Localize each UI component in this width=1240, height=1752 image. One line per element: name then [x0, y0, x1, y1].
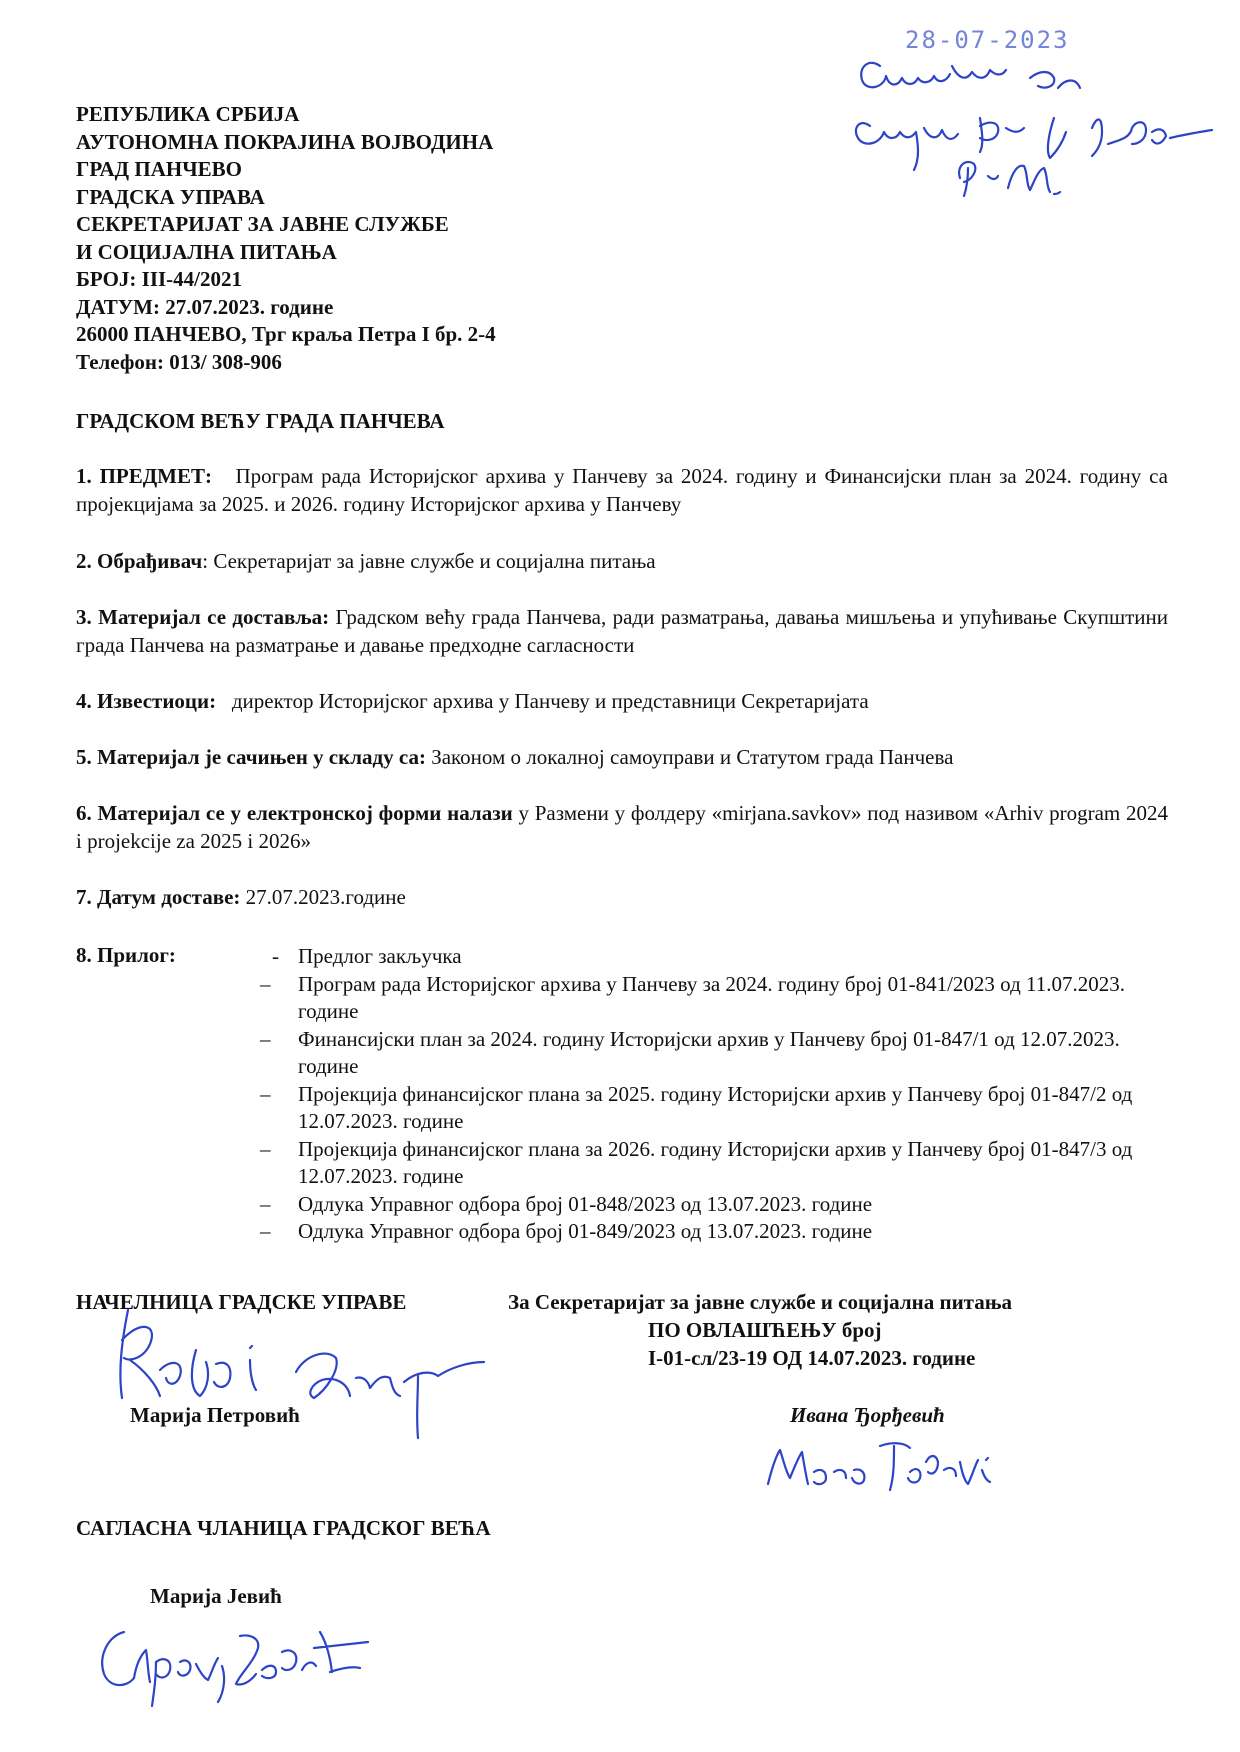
item-electronic [76, 800, 1168, 855]
header-line: ГРАДСКА УПРАВА [76, 184, 265, 209]
addressee: ГРАДСКОМ ВЕЋУ ГРАДА ПАНЧЕВА [76, 409, 445, 433]
header-line: АУТОНОМНА ПОКРАЈИНА ВОЈВОДИНА [76, 129, 494, 154]
council-signature [90, 1612, 380, 1712]
header-line: СЕКРЕТАРИЈАТ ЗА ЈАВНЕ СЛУЖБЕ [76, 212, 449, 236]
item-processor [76, 548, 1168, 576]
head-title: НАЧЕЛНИЦА ГРАДСКЕ УПРАВЕ [76, 1290, 407, 1314]
header-line: И СОЦИЈАЛНА ПИТАЊА [76, 239, 337, 264]
header-line: Телефон: 013/ 308-906 [76, 349, 282, 374]
receipt-date-stamp: 28-07-2023 [905, 26, 1070, 54]
item-text: Програм рада Историјског архива у Панчеву за 2024. годину и Финансијски план за 2024. годину са пројекцијама за 2025. и 2026. годину Историјског архива у Панчеву [76, 464, 1168, 516]
item-text: 27.07.2023.године [245, 885, 406, 909]
item-label: 6. Материјал се у електронској форми налази [76, 801, 513, 825]
header-line: БРОЈ: III-44/2021 [76, 267, 243, 291]
list-item: – Одлука Управног одбора број 01-849/2023 од 13.07.2023. године [258, 1218, 1138, 1246]
list-item: – Пројекција финансијског плана за 2026. годину Историјски архив у Панчеву број 01-847/3 од 12.07.2023. године [258, 1136, 1138, 1191]
item-delivery-date [76, 884, 1168, 912]
attachments-label: 8. Прилог: [76, 943, 176, 967]
item-subject [76, 463, 1168, 518]
secretariat-title: За Секретаријат за јавне службе и социјална питања [508, 1290, 1012, 1314]
item-compliance [76, 744, 1168, 772]
attachments-list [258, 943, 1138, 1246]
institution-header [76, 101, 496, 376]
item-label: 5. Материјал је сачињен у складу са: [76, 745, 426, 769]
header-line: ДАТУМ: 27.07.2023. године [76, 294, 334, 319]
authorization-title: ПО ОВЛАШЋЕЊУ број [648, 1318, 882, 1342]
council-name: Марија Јевић [150, 1584, 282, 1608]
item-text: : Секретаријат за јавне службе и социјална питања [202, 549, 656, 573]
item-label: 2. Обрађивач [76, 549, 203, 573]
item-text: директор Историјског архива у Панчеву и представници Секретаријата [231, 689, 869, 713]
header-line: 26000 ПАНЧЕВО, Трг краља Петра I бр. 2-4 [76, 322, 496, 346]
header-line: ГРАД ПАНЧЕВО [76, 157, 242, 181]
secretariat-name: Ивана Ђорђевић [790, 1403, 945, 1427]
item-text: у Размени у фолдеру «mirjana.savkov» под називом «Arhiv program 2024 i projekcije za 2025 i 2026» [76, 801, 1168, 853]
item-reporters [76, 688, 1168, 716]
list-item: – Одлука Управног одбора број 01-848/2023 од 13.07.2023. године [258, 1191, 1138, 1219]
item-label: 4. Известиоци: [76, 689, 217, 713]
item-label: 7. Датум доставе: [76, 885, 241, 909]
secretariat-signature [760, 1432, 1010, 1502]
list-item: – Финансијски план за 2024. годину Историјски архив у Панчеву број 01-847/1 од 12.07.2023. године [258, 1026, 1138, 1081]
list-item: – Пројекција финансијског плана за 2025. годину Историјски архив у Панчеву број 01-847/2 од 12.07.2023. године [258, 1081, 1138, 1136]
handwritten-receipt-note [840, 48, 1220, 198]
list-item: - Предлог закључка [258, 943, 1138, 971]
header-line: РЕПУБЛИКА СРБИЈА [76, 102, 300, 126]
head-name: Марија Петровић [130, 1403, 300, 1427]
item-label: 1. ПРЕДМЕТ: [76, 464, 213, 488]
item-text: Законом о локалној самоуправи и Статутом града Панчева [431, 745, 954, 769]
item-label: 3. Материјал се доставља: [76, 605, 330, 629]
item-text: Градском већу града Панчева, ради разматрања, давања мишљења и упућивање Скупштини града Панчева на разматрање и давање предходне сагласности [76, 605, 1169, 657]
list-item: – Програм рада Историјског архива у Панчеву за 2024. годину број 01-841/2023 од 11.07.2023. године [258, 971, 1138, 1026]
council-title: САГЛАСНА ЧЛАНИЦА ГРАДСКОГ ВЕЋА [76, 1516, 491, 1540]
item-delivered [76, 604, 1168, 659]
authorization-number: I-01-сл/23-19 ОД 14.07.2023. године [648, 1346, 976, 1370]
head-signature [100, 1300, 500, 1440]
